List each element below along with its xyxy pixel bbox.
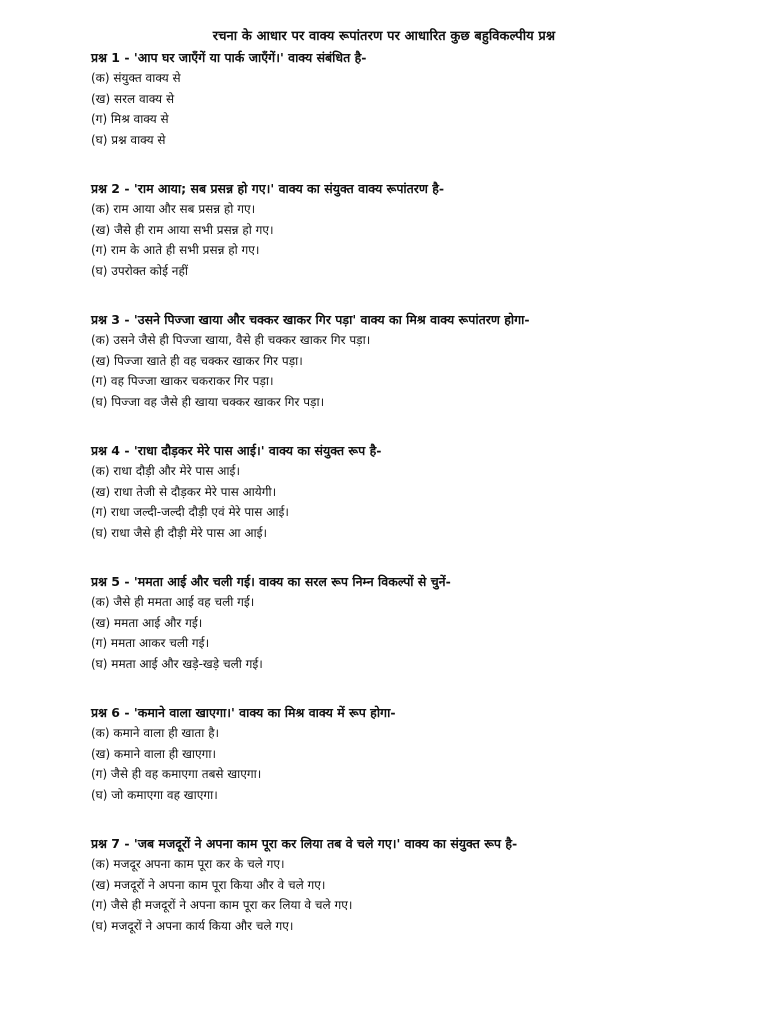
option-ka: (क) कमाने वाला ही खाता है।	[91, 726, 220, 740]
question-text: प्रश्न 1 - 'आप घर जाएँगें या पार्क जाएँगें।' वाक्य संबंधित है-	[91, 50, 367, 65]
question-2	[91, 179, 751, 281]
question-1	[91, 48, 751, 150]
question-text: प्रश्न 2 - 'राम आया; सब प्रसन्न हो गए।' वाक्य का संयुक्त वाक्य रूपांतरण है-	[91, 181, 445, 196]
option-gha: (घ) उपरोक्त कोई नहीं	[91, 263, 188, 278]
option-kha: (ख) सरल वाक्य से	[91, 91, 175, 106]
option-ga: (ग) राधा जल्दी-जल्दी दौड़ी एवं मेरे पास आई।	[91, 505, 289, 519]
option-ka: (क) संयुक्त वाक्य से	[91, 71, 181, 85]
question-6	[91, 703, 751, 805]
option-ka: (क) उसने जैसे ही पिज्जा खाया, वैसे ही चक्कर खाकर गिर पड़ा।	[91, 333, 371, 347]
option-ka: (क) राधा दौड़ी और मेरे पास आई।	[91, 464, 240, 478]
option-ga: (ग) राम के आते ही सभी प्रसन्न हो गए।	[91, 243, 260, 257]
option-ga: (ग) जैसे ही वह कमाएगा तबसे खाएगा।	[91, 767, 262, 781]
option-ga: (ग) जैसे ही मजदूरों ने अपना काम पूरा कर लिया वे चले गए।	[91, 898, 353, 912]
option-kha: (ख) कमाने वाला ही खाएगा।	[91, 746, 217, 761]
option-ga: (ग) ममता आकर चली गई।	[91, 636, 210, 650]
option-kha: (ख) पिज्जा खाते ही वह चक्कर खाकर गिर पड़ा।	[91, 353, 303, 368]
option-kha: (ख) जैसे ही राम आया सभी प्रसन्न हो गए।	[91, 222, 274, 237]
question-5	[91, 572, 751, 674]
question-text: प्रश्न 5 - 'ममता आई और चली गई। वाक्य का सरल रूप निम्न विकल्पों से चुनें-	[91, 574, 451, 589]
option-kha: (ख) राधा तेजी से दौड़कर मेरे पास आयेगी।	[91, 484, 277, 499]
question-text: प्रश्न 4 - 'राधा दौड़कर मेरे पास आई।' वाक्य का संयुक्त रूप है-	[91, 443, 382, 458]
option-gha: (घ) मजदूरों ने अपना कार्य किया और चले गए।	[91, 918, 294, 933]
option-gha: (घ) राधा जैसे ही दौड़ी मेरे पास आ आई।	[91, 525, 268, 540]
question-3	[91, 310, 751, 412]
option-gha: (घ) पिज्जा वह जैसे ही खाया चक्कर खाकर गिर पड़ा।	[91, 394, 325, 409]
option-ka: (क) राम आया और सब प्रसन्न हो गए।	[91, 202, 256, 216]
option-ga: (ग) मिश्र वाक्य से	[91, 112, 169, 126]
page-title: रचना के आधार पर वाक्य रूपांतरण पर आधारित कुछ बहुविकल्पीय प्रश्न	[212, 29, 556, 44]
option-kha: (ख) मजदूरों ने अपना काम पूरा किया और वे चले गए।	[91, 877, 326, 892]
question-text: प्रश्न 3 - 'उसने पिज्जा खाया और चक्कर खाकर गिर पड़ा' वाक्य का मिश्र वाक्य रूपांतरण होगा-	[91, 312, 530, 327]
question-text: प्रश्न 6 - 'कमाने वाला खाएगा।' वाक्य का मिश्र वाक्य में रूप होगा-	[91, 705, 396, 720]
option-gha: (घ) जो कमाएगा वह खाएगा।	[91, 787, 218, 802]
question-text: प्रश्न 7 - 'जब मजदूरों ने अपना काम पूरा कर लिया तब वे चले गए।' वाक्य का संयुक्त रूप है-	[91, 836, 518, 851]
option-ka: (क) जैसे ही ममता आई वह चली गई।	[91, 595, 255, 609]
question-7	[91, 834, 751, 936]
option-ga: (ग) वह पिज्जा खाकर चकराकर गिर पड़ा।	[91, 374, 274, 388]
option-kha: (ख) ममता आई और गई।	[91, 615, 203, 630]
question-4	[91, 441, 751, 543]
option-gha: (घ) ममता आई और खड़े-खड़े चली गई।	[91, 656, 263, 671]
option-gha: (घ) प्रश्न वाक्य से	[91, 132, 166, 147]
option-ka: (क) मजदूर अपना काम पूरा कर के चले गए।	[91, 857, 285, 871]
